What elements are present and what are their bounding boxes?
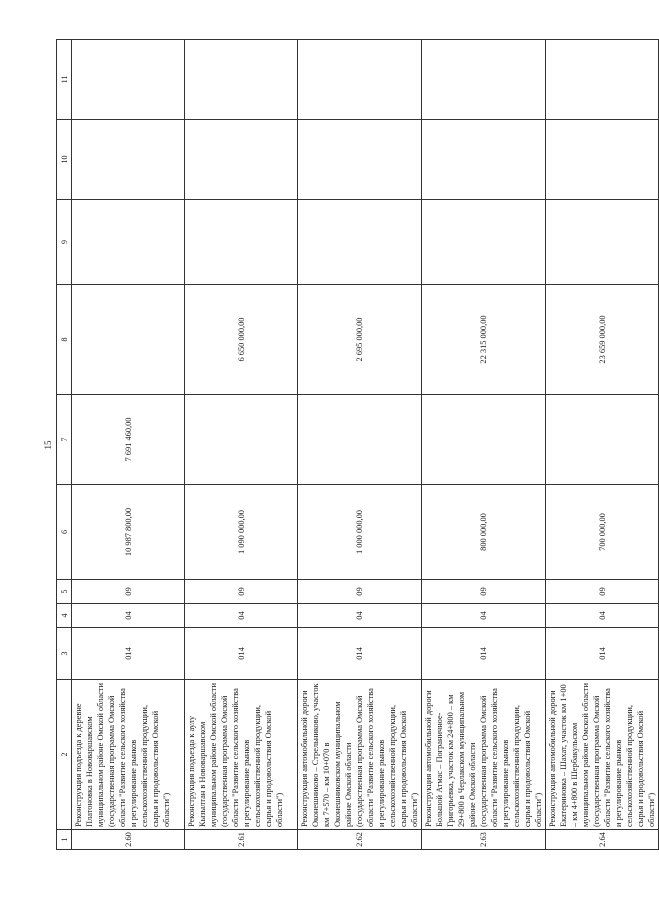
subsection-cell: 09 <box>546 580 659 604</box>
code-cell: 014 <box>185 628 298 680</box>
row-number: 2.61 <box>185 830 298 850</box>
section-cell: 04 <box>546 604 659 628</box>
amount-cell <box>72 285 185 395</box>
amount-cell <box>422 395 546 485</box>
amount-cell <box>185 395 298 485</box>
object-description: Реконструкция подъезда к аулу Кызылтан в Нововаршавском муниципальном районе Омской области (государственная программа Омской области "Развитие сельского хозяйства и регулирование рынков сельскохозяйственной продукции, сырья и продовольствия Омской области") <box>185 680 298 830</box>
row-number: 2.62 <box>298 830 422 850</box>
column-header: 9 <box>57 200 72 285</box>
column-header: 8 <box>57 285 72 395</box>
section-cell: 04 <box>298 604 422 628</box>
code-cell: 014 <box>298 628 422 680</box>
column-header: 4 <box>57 604 72 628</box>
table-row <box>72 40 185 850</box>
amount-cell: 22 315 000,00 <box>422 285 546 395</box>
table-row <box>298 40 422 850</box>
code-cell: 014 <box>72 628 185 680</box>
amount-cell <box>72 200 185 285</box>
amount-cell <box>546 200 659 285</box>
amount-cell <box>185 200 298 285</box>
amount-cell <box>298 120 422 200</box>
budget-table <box>56 39 659 850</box>
subsection-cell: 09 <box>422 580 546 604</box>
amount-cell <box>72 120 185 200</box>
amount-cell <box>298 40 422 120</box>
section-cell: 04 <box>422 604 546 628</box>
column-header: 11 <box>57 40 72 120</box>
amount-cell <box>546 40 659 120</box>
amount-cell <box>422 40 546 120</box>
amount-cell <box>72 40 185 120</box>
amount-cell: 800 000,00 <box>422 485 546 580</box>
column-header: 1 <box>57 830 72 850</box>
subsection-cell: 09 <box>185 580 298 604</box>
column-header: 6 <box>57 485 72 580</box>
section-cell: 04 <box>72 604 185 628</box>
row-number: 2.63 <box>422 830 546 850</box>
object-description: Реконструкция автомобильной дороги Оконешниково – Стрельниково, участок км 7+570 – км 10+070 в Оконешниковском муниципальном районе Омской области (государственная программа Омской области "Развитие сельского хозяйства и регулирование рынков сельскохозяйственной продукции, сырья и продовольствия Омской области") <box>298 680 422 830</box>
amount-cell <box>298 200 422 285</box>
code-cell: 014 <box>422 628 546 680</box>
amount-cell: 2 695 000,00 <box>298 285 422 395</box>
page-number: 15 <box>43 440 53 450</box>
amount-cell <box>185 120 298 200</box>
amount-cell: 23 659 000,00 <box>546 285 659 395</box>
section-cell: 04 <box>185 604 298 628</box>
column-header: 2 <box>57 680 72 830</box>
amount-cell <box>298 395 422 485</box>
column-header: 3 <box>57 628 72 680</box>
subsection-cell: 09 <box>72 580 185 604</box>
row-number: 2.60 <box>72 830 185 850</box>
column-header: 7 <box>57 395 72 485</box>
header-row <box>57 40 72 850</box>
table-row <box>185 40 298 850</box>
code-cell: 014 <box>546 628 659 680</box>
amount-cell: 1 090 000,00 <box>185 485 298 580</box>
amount-cell <box>185 40 298 120</box>
amount-cell <box>422 120 546 200</box>
rotated-table-container <box>42 40 656 850</box>
table-row <box>422 40 546 850</box>
object-description: Реконструкция подъезда к деревне Платоновка в Нововаршавском муниципальном районе Омской области (государственная программа Омской области "Развитие сельского хозяйства и регулирование рынков сельскохозяйственной продукции, сырья и продовольствия Омской области") <box>72 680 185 830</box>
amount-cell <box>546 395 659 485</box>
amount-cell <box>546 120 659 200</box>
column-header: 5 <box>57 580 72 604</box>
subsection-cell: 09 <box>298 580 422 604</box>
column-header: 10 <box>57 120 72 200</box>
amount-cell <box>422 200 546 285</box>
amount-cell: 700 000,00 <box>546 485 659 580</box>
table-row <box>546 40 659 850</box>
amount-cell: 10 987 800,00 <box>72 485 185 580</box>
amount-cell: 6 650 000,00 <box>185 285 298 395</box>
object-description: Реконструкция автомобильной дороги Большой Атмас – Пограничное-Григорьевка, участок км 24+800 – км 29+800 в Черлакском муниципальном районе Омской области (государственная программа Омской области "Развитие сельского хозяйства и регулирование рынков сельскохозяйственной продукции, сырья и продовольствия Омской области") <box>422 680 546 830</box>
row-number: 2.64 <box>546 830 659 850</box>
amount-cell: 7 691 460,00 <box>72 395 185 485</box>
amount-cell: 1 000 000,00 <box>298 485 422 580</box>
object-description: Реконструкция автомобильной дороги Екатериновка – Шахат, участок км 1+00 – км 4+800 в Шербакульском муниципальном районе Омской области (государственная программа Омской области "Развитие сельского хозяйства и регулирование рынков сельскохозяйственной продукции, сырья и продовольствия Омской области") <box>546 680 659 830</box>
